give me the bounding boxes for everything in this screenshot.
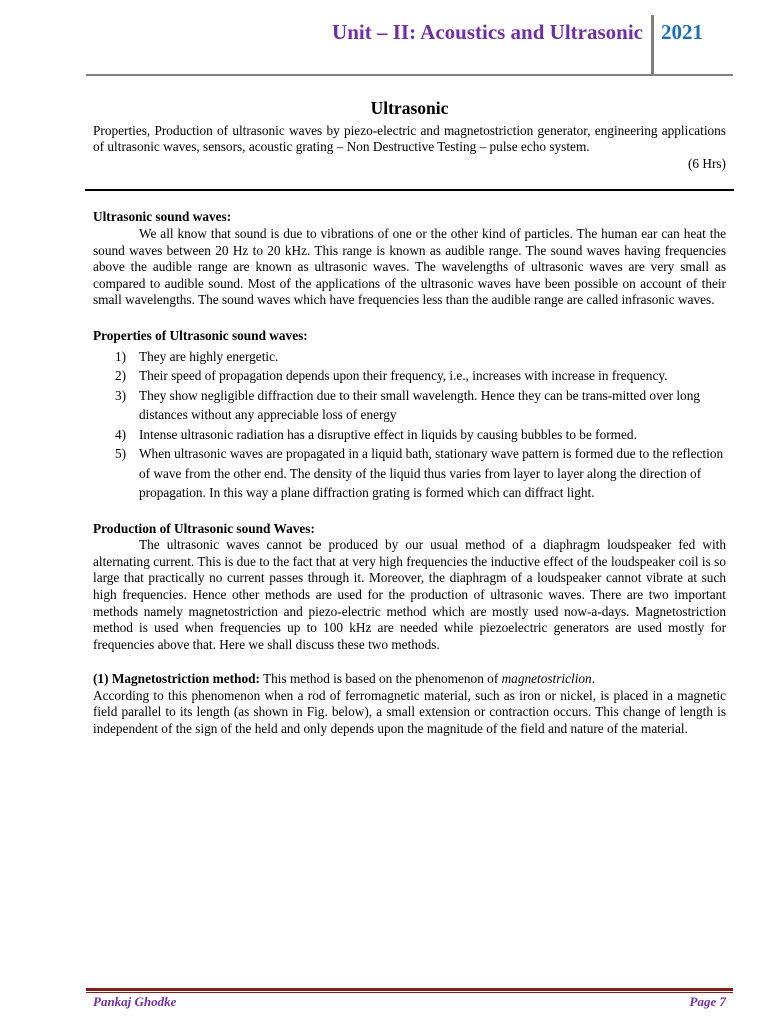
list-item: [93, 366, 726, 386]
paragraph-production: The ultrasonic waves cannot be produced by our usual method of a diaphragm loudspeaker fed with alternating current. This is due to the fact that at very high frequencies the inductive effect of the loudspeaker coil is so large that practically no current passes through it. Moreover, the diaphragm of a loudspeaker cannot vibrate at such high frequencies. Hence other methods are used for the production of ultrasonic waves. There are two important methods namely magnetostriction and piezo-electric method which are mostly used now-a-days. Magnetostriction method is used when frequencies up to 100 kHz are needed while piezoelectric generators are used mostly for frequencies above that. Here we shall discuss these two methods.: [93, 537, 726, 652]
list-item: [93, 386, 726, 425]
hours-label: (6 Hrs): [687, 155, 726, 171]
list-item-number: 4): [115, 426, 127, 442]
page-number: Page 7: [689, 994, 726, 1009]
header-divider-horizontal: [86, 74, 733, 76]
page-title: Ultrasonic: [370, 98, 449, 118]
magnetostriction-heading: (1) Magnetostriction method:: [93, 671, 260, 687]
section-title-sound-waves: Ultrasonic sound waves:: [93, 209, 232, 225]
magnetostriction-end: .: [591, 671, 596, 687]
list-item: [93, 444, 726, 503]
magnetostriction-term: magnetostriclion: [501, 671, 592, 687]
list-item-text: They show negligible diffraction due to their small wavelength. Hence they can be trans-mitted over long distances without any appreciable loss of energy: [139, 387, 701, 423]
magnetostriction-lead: This method is based on the phenomenon of: [259, 671, 502, 687]
footer-rule-thick: [86, 988, 733, 991]
list-item-number: 1): [115, 348, 127, 364]
list-item-text: They are highly energetic.: [139, 348, 279, 364]
document-body: [93, 100, 726, 738]
list-item-text: When ultrasonic waves are propagated in a liquid bath, stationary wave pattern is formed due to the reflection of wave from the other end. The density of the liquid thus varies from layer to layer along the direction of propagation. In this way a plane diffraction grating is formed which can diffract light.: [139, 446, 724, 501]
section-title-properties: Properties of Ultrasonic sound waves:: [93, 327, 308, 343]
page-header: [0, 0, 768, 80]
properties-list: [93, 347, 726, 503]
header-divider-vertical: [651, 15, 654, 75]
section-title-production: Production of Ultrasonic sound Waves:: [93, 520, 315, 536]
paragraph-sound-waves: We all know that sound is due to vibrations of one or the other kind of particles. The human ear can heat the sound waves between 20 Hz to 20 kHz. This range is known as audible range. The sound waves having frequencies above the audible range are known as ultrasonic waves. The wavelengths of ultrasonic waves are very small as compared to audible sound. Most of the applications of the ultrasonic waves have been possible on account of their small wavelengths. The sound waves which have frequencies less than the audible range are called infrasonic waves.: [93, 225, 726, 308]
list-item: [93, 425, 726, 445]
unit-title: Unit – II: Acoustics and Ultrasonic: [332, 20, 643, 44]
syllabus-intro: Properties, Production of ultrasonic waves by piezo-electric and magnetostriction generator, engineering applications of ultrasonic waves, sensors, acoustic grating – Non Destructive Testing – pulse echo system.: [93, 122, 726, 155]
list-item-number: 3): [115, 387, 127, 403]
list-item-number: 2): [115, 368, 127, 384]
paragraph-magnetostriction: According to this phenomenon when a rod of ferromagnetic material, such as iron or nickel, is placed in a magnetic field parallel to its length (as shown in Fig. below), a small extension or contraction occurs. This change of length is independent of the sign of the held and only depends upon the magnitude of the field and nature of the material.: [93, 687, 726, 737]
list-item-number: 5): [115, 446, 127, 462]
header-year: 2021: [661, 20, 703, 44]
footer-author: Pankaj Ghodke: [93, 994, 177, 1009]
list-item-text: Intense ultrasonic radiation has a disruptive effect in liquids by causing bubbles to be formed.: [139, 426, 637, 442]
list-item: [93, 347, 726, 367]
footer-rule-thin: [86, 992, 733, 993]
magnetostriction-intro-line: [93, 671, 726, 688]
list-item-text: Their speed of propagation depends upon their frequency, i.e., increases with increase in frequency.: [139, 368, 668, 384]
